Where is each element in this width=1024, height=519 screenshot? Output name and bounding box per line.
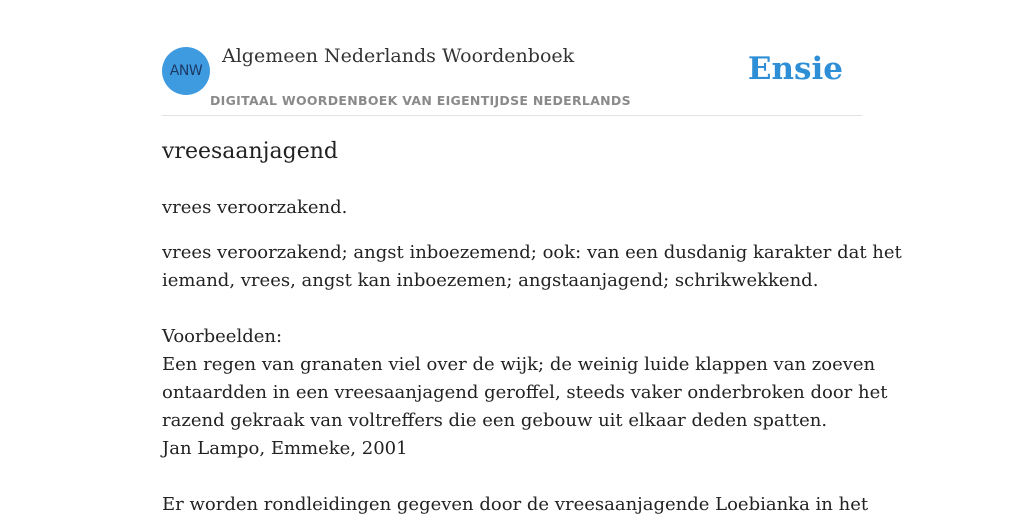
page [162,0,902,515]
example-source: Jan Lampo, Emmeke, 2001 [162,438,408,459]
example-line: razend gekraak van voltreffers die een gebouw uit elkaar deden spatten. [162,410,828,431]
spacer [162,295,862,323]
dictionary-subtitle: DIGITAAL WOORDENBOEK VAN EIGENTIJDSE NEDERLANDS [210,93,631,108]
dictionary-title[interactable]: Algemeen Nederlands Woordenboek [222,45,575,67]
definition-line: iemand, vrees, angst kan inboezemen; angstaanjagend; schrikwekkend. [162,270,819,291]
short-definition: vrees veroorzakend. [162,197,348,218]
site-header [162,0,862,116]
ensie-brand-link[interactable]: Ensie [747,51,843,87]
anw-logo[interactable]: ANW [162,47,210,95]
definition-line: vrees veroorzakend; angst inboezemend; ook: van een dusdanig karakter dat het [162,242,902,263]
example-line: Er worden rondleidingen gegeven door de vreesaanjagende Loebianka in het [162,494,869,515]
example-line: ontaardden in een vreesaanjagend geroffel, steeds vaker onderbroken door het [162,382,888,403]
entry-headword: vreesaanjagend [162,139,338,164]
examples-label: Voorbeelden: [162,326,283,347]
spacer [162,463,862,491]
example-line: Een regen van granaten viel over de wijk; de weinig luide klappen van zoeven [162,354,876,375]
entry-body [162,239,902,519]
